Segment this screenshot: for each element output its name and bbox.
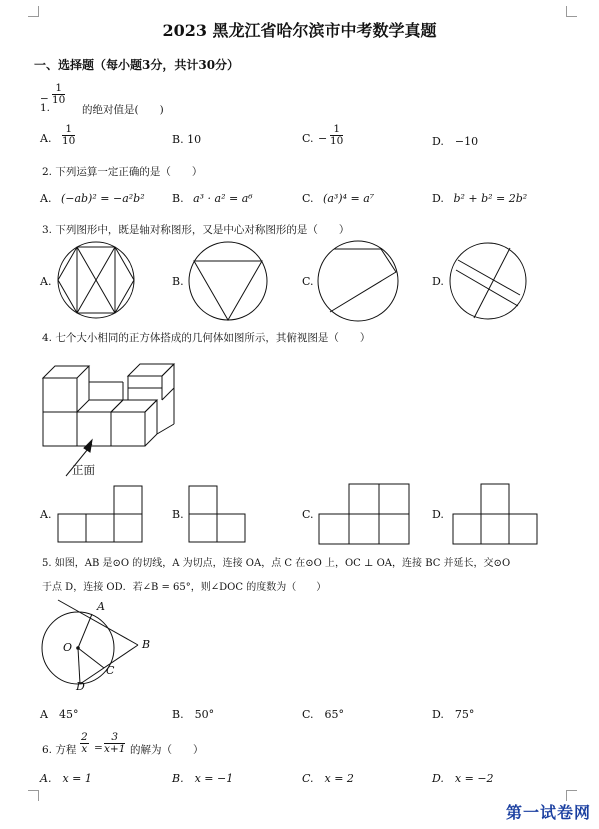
q5-option-a[interactable]: A 45°: [40, 708, 79, 721]
fig-label-d: D: [76, 680, 85, 693]
fraction: $\frac{1}{10}$: [62, 123, 76, 148]
question-number: 1.: [40, 102, 51, 114]
q4-option-d-label[interactable]: D.: [432, 508, 444, 521]
fraction: $\frac{3}{x+1}$: [104, 731, 126, 756]
q2-option-c[interactable]: C. (a³)⁴ = a⁷: [302, 192, 375, 205]
q3-option-a-label[interactable]: A.: [40, 275, 52, 288]
q2-option-a[interactable]: A. (−ab)² = −a²b²: [40, 192, 145, 205]
fraction: $\frac{2}{x}$: [81, 731, 88, 756]
q4-option-a-label[interactable]: A.: [40, 508, 52, 521]
q1-option-d[interactable]: D. −10: [432, 135, 479, 148]
q2-option-d[interactable]: D. b² + b² = 2b²: [432, 192, 528, 205]
q5-option-c[interactable]: C. 65°: [302, 708, 345, 721]
fig-label-o: O: [63, 641, 73, 654]
q2-option-b[interactable]: B. a³ · a² = a⁶: [172, 192, 253, 205]
q3-option-c-label[interactable]: C.: [302, 275, 314, 288]
fraction: $\frac{1}{10}$: [330, 123, 344, 148]
question-5-line2: 于点 D，连接 OD．若∠B = 65°，则∠DOC 的度数为（ ）: [42, 582, 327, 593]
q1-option-b[interactable]: B. 10: [172, 133, 202, 146]
question-3: 3. 下列图形中，既是轴对称图形，又是中心对称图形的是（ ）: [42, 224, 350, 236]
watermark-logo: 第一试卷网: [505, 803, 591, 822]
question-6: 6. 方程 $\frac{2}{x}$ = $\frac{3}{x+1}$ 的解为（ ）: [42, 731, 204, 756]
q6-option-b[interactable]: B. x = −1: [172, 772, 234, 785]
q4-option-c-label[interactable]: C.: [302, 508, 314, 521]
question-2: 2. 下列运算一定正确的是（ ）: [42, 166, 203, 178]
q3-option-d-label[interactable]: D.: [432, 275, 444, 288]
q3-option-b-label[interactable]: B.: [172, 275, 184, 288]
question-text: 的绝对值是( ): [82, 104, 164, 116]
q5-option-d[interactable]: D. 75°: [432, 708, 475, 721]
q6-option-c[interactable]: C. x = 2: [302, 772, 354, 785]
q6-option-a[interactable]: A. x = 1: [40, 772, 92, 785]
question-5-line1: 5. 如图，AB 是⊙O 的切线，A 为切点，连接 OA，点 C 在⊙O 上，OC ⊥ OA，连接 BC 并延长，交⊙O: [42, 558, 511, 569]
fraction: $\frac{1}{10}$: [52, 82, 66, 107]
fig-label-b: B: [142, 638, 151, 651]
q5-option-b[interactable]: B. 50°: [172, 708, 215, 721]
section-heading: 一、选择题（每小题3分，共计30分）: [34, 58, 240, 72]
question-4: 4. 七个大小相同的正方体搭成的几何体如图所示，其俯视图是（ ）: [42, 332, 371, 344]
front-label: 正面: [72, 463, 95, 477]
q4-option-b-label[interactable]: B.: [172, 508, 184, 521]
page-title: 2023 黑龙江省哈尔滨市中考数学真题: [162, 21, 437, 40]
fig-label-c: C: [106, 664, 115, 677]
fig-label-a: A: [97, 600, 105, 613]
minus-sign: −: [40, 93, 49, 105]
q6-option-d[interactable]: D. x = −2: [432, 772, 494, 785]
